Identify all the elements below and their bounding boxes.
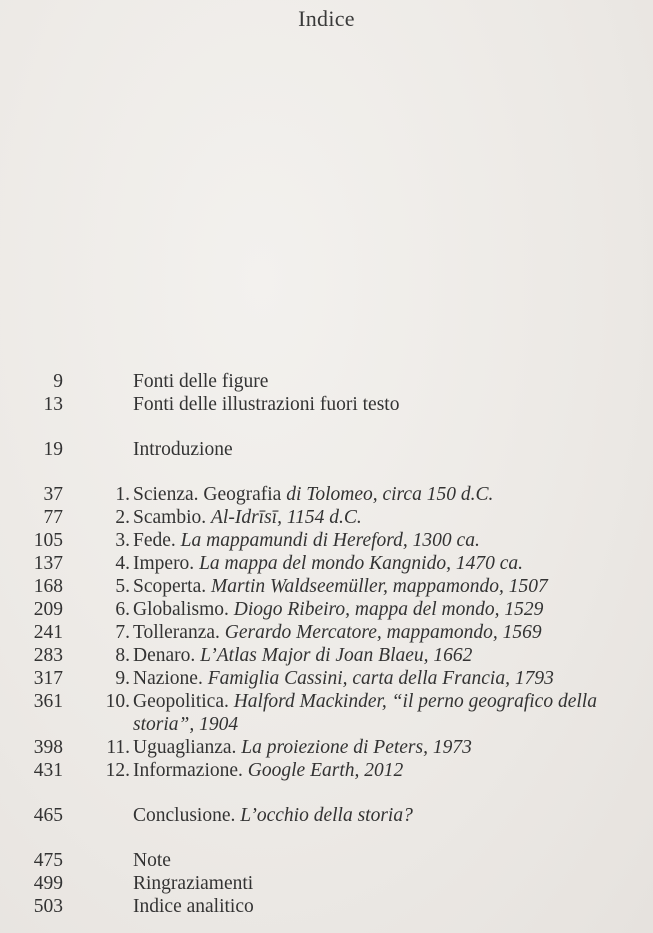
section-gap bbox=[0, 416, 653, 438]
toc-entry-subtitle: Google Earth, 2012 bbox=[247, 760, 404, 781]
toc-entry-title bbox=[133, 872, 643, 895]
toc-entry-subtitle: L’occhio della storia? bbox=[240, 805, 413, 826]
toc-page-number: 37 bbox=[43, 484, 63, 505]
toc-entry[interactable] bbox=[0, 872, 653, 895]
toc-entry-title bbox=[133, 621, 643, 644]
toc-entry-subtitle: L’Atlas Major di Joan Blaeu, 1662 bbox=[200, 645, 473, 666]
toc-entry-subtitle: Gerardo Mercatore, mappamondo, 1569 bbox=[224, 622, 542, 643]
toc-entry-main: Uguaglianza. bbox=[133, 737, 242, 758]
toc-entry[interactable] bbox=[0, 849, 653, 872]
toc-entry-subtitle: La mappa del mondo Kangnido, 1470 ca. bbox=[199, 553, 523, 574]
toc-page-number: 317 bbox=[33, 668, 63, 689]
toc-chapter-number: 7. bbox=[115, 622, 130, 643]
toc-entry-title bbox=[133, 644, 643, 667]
toc-entry-title bbox=[133, 483, 643, 506]
toc-entry-title bbox=[133, 552, 643, 575]
toc-entry[interactable] bbox=[0, 506, 653, 529]
toc-chapter-number: 9. bbox=[115, 668, 130, 689]
toc-entry[interactable] bbox=[0, 759, 653, 782]
toc-entry[interactable] bbox=[0, 370, 653, 393]
toc-entry-title bbox=[133, 849, 643, 872]
toc-entry-subtitle: Halford Mackinder, “il perno geografico della storia”, 1904 bbox=[133, 691, 597, 735]
toc-page-number: 398 bbox=[33, 737, 63, 758]
toc-entry-title bbox=[133, 667, 643, 690]
toc-chapter-number: 2. bbox=[115, 507, 130, 528]
toc-entry-title bbox=[133, 759, 643, 782]
toc-entry-main: Geopolitica. bbox=[133, 691, 234, 712]
table-of-contents bbox=[0, 370, 653, 918]
toc-chapter-number: 6. bbox=[115, 599, 130, 620]
toc-entry-title bbox=[133, 370, 643, 393]
toc-entry-subtitle: Martin Waldseemüller, mappamondo, 1507 bbox=[210, 576, 548, 597]
toc-entry-main: Impero. bbox=[133, 553, 200, 574]
toc-entry[interactable] bbox=[0, 736, 653, 759]
toc-entry-subtitle: La mappamundi di Hereford, 1300 ca. bbox=[180, 530, 480, 551]
toc-page-number: 13 bbox=[43, 394, 63, 415]
toc-entry-main: Nazione. bbox=[133, 668, 208, 689]
page-title: Indice bbox=[298, 6, 355, 31]
toc-entry[interactable] bbox=[0, 804, 653, 827]
toc-page-number: 499 bbox=[33, 873, 63, 894]
toc-entry-main: Introduzione bbox=[133, 439, 233, 460]
toc-chapter-number: 8. bbox=[115, 645, 130, 666]
toc-chapter-number: 4. bbox=[115, 553, 130, 574]
toc-entry-title bbox=[133, 895, 643, 918]
toc-entry-main: Denaro. bbox=[133, 645, 201, 666]
toc-entry[interactable] bbox=[0, 483, 653, 506]
toc-entry[interactable] bbox=[0, 393, 653, 416]
toc-page-number: 9 bbox=[53, 371, 63, 392]
toc-page-number: 168 bbox=[33, 576, 63, 597]
toc-entry-main: Indice analitico bbox=[133, 896, 254, 917]
toc-page-number: 209 bbox=[33, 599, 63, 620]
toc-entry[interactable] bbox=[0, 575, 653, 598]
toc-entry-main: Scoperta. bbox=[133, 576, 211, 597]
toc-entry[interactable] bbox=[0, 598, 653, 621]
section-gap bbox=[0, 461, 653, 483]
toc-entry-title bbox=[133, 575, 643, 598]
toc-chapter-number: 11. bbox=[106, 737, 130, 758]
toc-page-number: 283 bbox=[33, 645, 63, 666]
toc-entry-main: Scienza. Geografia bbox=[133, 484, 287, 505]
toc-entry-subtitle: di Tolomeo, circa 150 d.C. bbox=[286, 484, 494, 505]
toc-entry-title bbox=[133, 736, 643, 759]
toc-entry[interactable] bbox=[0, 690, 653, 736]
toc-entry-title bbox=[133, 506, 643, 529]
toc-entry-title bbox=[133, 438, 643, 461]
toc-page-number: 465 bbox=[33, 805, 63, 826]
toc-entry-title bbox=[133, 529, 643, 552]
toc-entry-main: Informazione. bbox=[133, 760, 248, 781]
toc-entry[interactable] bbox=[0, 644, 653, 667]
toc-entry-main: Note bbox=[133, 850, 171, 871]
section-gap bbox=[0, 782, 653, 804]
toc-page-number: 77 bbox=[43, 507, 63, 528]
toc-entry-main: Fede. bbox=[133, 530, 181, 551]
toc-entry-subtitle: Famiglia Cassini, carta della Francia, 1793 bbox=[207, 668, 554, 689]
toc-entry-title bbox=[133, 598, 643, 621]
toc-entry-title bbox=[133, 393, 643, 416]
toc-entry-main: Globalismo. bbox=[133, 599, 234, 620]
toc-entry[interactable] bbox=[0, 552, 653, 575]
toc-page-number: 475 bbox=[33, 850, 63, 871]
toc-entry-subtitle: Diogo Ribeiro, mappa del mondo, 1529 bbox=[233, 599, 544, 620]
toc-entry-subtitle: Al-Idrīsī, 1154 d.C. bbox=[211, 507, 362, 528]
toc-entry[interactable] bbox=[0, 667, 653, 690]
toc-entry-title bbox=[133, 690, 643, 736]
section-gap bbox=[0, 827, 653, 849]
toc-page-number: 19 bbox=[43, 439, 63, 460]
toc-chapter-number: 5. bbox=[115, 576, 130, 597]
toc-entry[interactable] bbox=[0, 621, 653, 644]
toc-entry-subtitle: La proiezione di Peters, 1973 bbox=[241, 737, 472, 758]
toc-entry-title bbox=[133, 804, 643, 827]
toc-entry-main: Tolleranza. bbox=[133, 622, 225, 643]
toc-entry[interactable] bbox=[0, 529, 653, 552]
toc-chapter-number: 12. bbox=[105, 760, 130, 781]
toc-entry[interactable] bbox=[0, 438, 653, 461]
toc-page-number: 137 bbox=[33, 553, 63, 574]
toc-page-number: 241 bbox=[33, 622, 63, 643]
toc-entry-main: Ringraziamenti bbox=[133, 873, 254, 894]
toc-page-number: 105 bbox=[33, 530, 63, 551]
toc-entry[interactable] bbox=[0, 895, 653, 918]
toc-entry-main: Conclusione. bbox=[133, 805, 241, 826]
toc-entry-main: Fonti delle figure bbox=[133, 371, 269, 392]
toc-chapter-number: 1. bbox=[115, 484, 130, 505]
toc-entry-main: Fonti delle illustrazioni fuori testo bbox=[133, 394, 400, 415]
toc-chapter-number: 3. bbox=[115, 530, 130, 551]
toc-entry-main: Scambio. bbox=[133, 507, 211, 528]
toc-page-number: 431 bbox=[33, 760, 63, 781]
toc-page-number: 503 bbox=[33, 896, 63, 917]
toc-page-number: 361 bbox=[33, 691, 63, 712]
toc-chapter-number: 10. bbox=[105, 691, 130, 712]
